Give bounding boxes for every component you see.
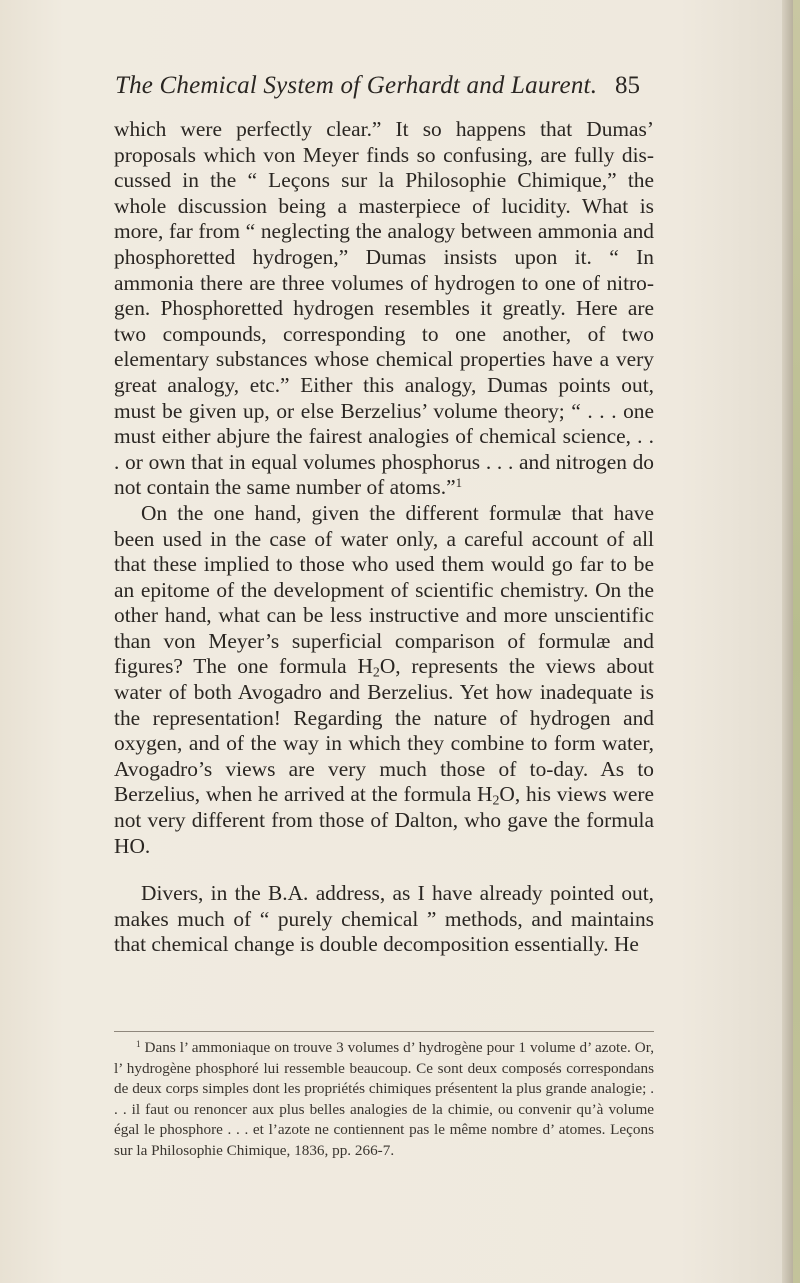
footnote-text: Dans l’ ammoniaque on trouve 3 volumes d’ hydrogène pour 1 volume d’ azote. Or, l’ hydrogène phosphoré lui ressemble beaucoup. Ce sont deux composés correspondans de deux corps simples dont les propriétés chimiques présentent la plus grande analogie; . . . il faut ou renoncer aux plus belles analogies de la chimie, ou convenir qu’à volume égal le phosphore . . . et l’azote ne contiennent pas le même nombre d’ atomes. Leçons sur la Philosophie Chimique, 1836, pp. 266-7. bbox=[114, 1039, 654, 1159]
paragraph-1-text: which were perfectly clear.” It so happens that Dumas’ proposals which von Meyer finds so confusing, are fully discussed in the “ Leçons sur la Philosophie Chimique,” the whole discussion being a masterpiece of lucidity. What is more, far from “ neglecting the analogy between ammonia and phosphoretted hydrogen,” Dumas insists upon it. “ In ammonia there are three volumes of hydrogen to one of nitrogen. Phosphoretted hydrogen resembles it greatly. Here are two compounds, corresponding to one another, of two elementary substances whose chemical properties have a very great analogy, etc.” Either this analogy, Dumas points out, must be given up, or else Berzelius’ volume theory; “ . . . one must either abjure the fairest analogies of chemical science, . . . or own that in equal volumes phosphorus . . . and nitrogen do not contain the same number of atoms.” bbox=[114, 117, 654, 500]
book-spine-edge bbox=[793, 0, 800, 1283]
paragraph-2-text-b: O, represents the views about water of both Avogadro and Berzelius. Yet how inadequate is the representation! Regarding the nature of hydrogen and oxygen, and of the way in which they combine to form water, Avogadro’s views are very much those of to-day. As to Berzelius, when he arrived at the formula H bbox=[114, 654, 654, 807]
footnote bbox=[114, 1038, 654, 1161]
page-number: 85 bbox=[615, 72, 640, 99]
running-header bbox=[115, 72, 640, 106]
paragraph-1 bbox=[114, 117, 654, 501]
paragraph-3-text: Divers, in the B.A. address, as I have already pointed out, makes much of “ purely chemical ” methods, and maintains that chemical change is double decomposition essentially. He bbox=[114, 881, 654, 957]
paragraph-2-text-a: On the one hand, given the different formulæ that have been used in the case of water only, a careful account of all that these implied to those who used them would go far to be an epitome of the development of scientific chemistry. On the other hand, what can be less instructive and more unscientific than von Meyer’s superficial comparison of formulæ and figures? The one formula H bbox=[114, 500, 654, 679]
subscript: 2 bbox=[492, 793, 500, 809]
paragraph-2 bbox=[114, 501, 654, 859]
footnote-marker: 1 bbox=[136, 1038, 141, 1049]
subscript: 2 bbox=[372, 665, 380, 681]
footnote-divider bbox=[114, 1031, 654, 1032]
paragraph-3 bbox=[114, 881, 654, 958]
running-title: The Chemical System of Gerhardt and Laurent. bbox=[115, 72, 598, 99]
footnote-reference: 1 bbox=[455, 476, 462, 491]
footnote-paragraph bbox=[114, 1038, 654, 1161]
paragraph-2-text-c: O, his views were not very different from those of Dalton, who gave the formula HO. bbox=[114, 782, 655, 858]
body-text bbox=[114, 117, 654, 958]
